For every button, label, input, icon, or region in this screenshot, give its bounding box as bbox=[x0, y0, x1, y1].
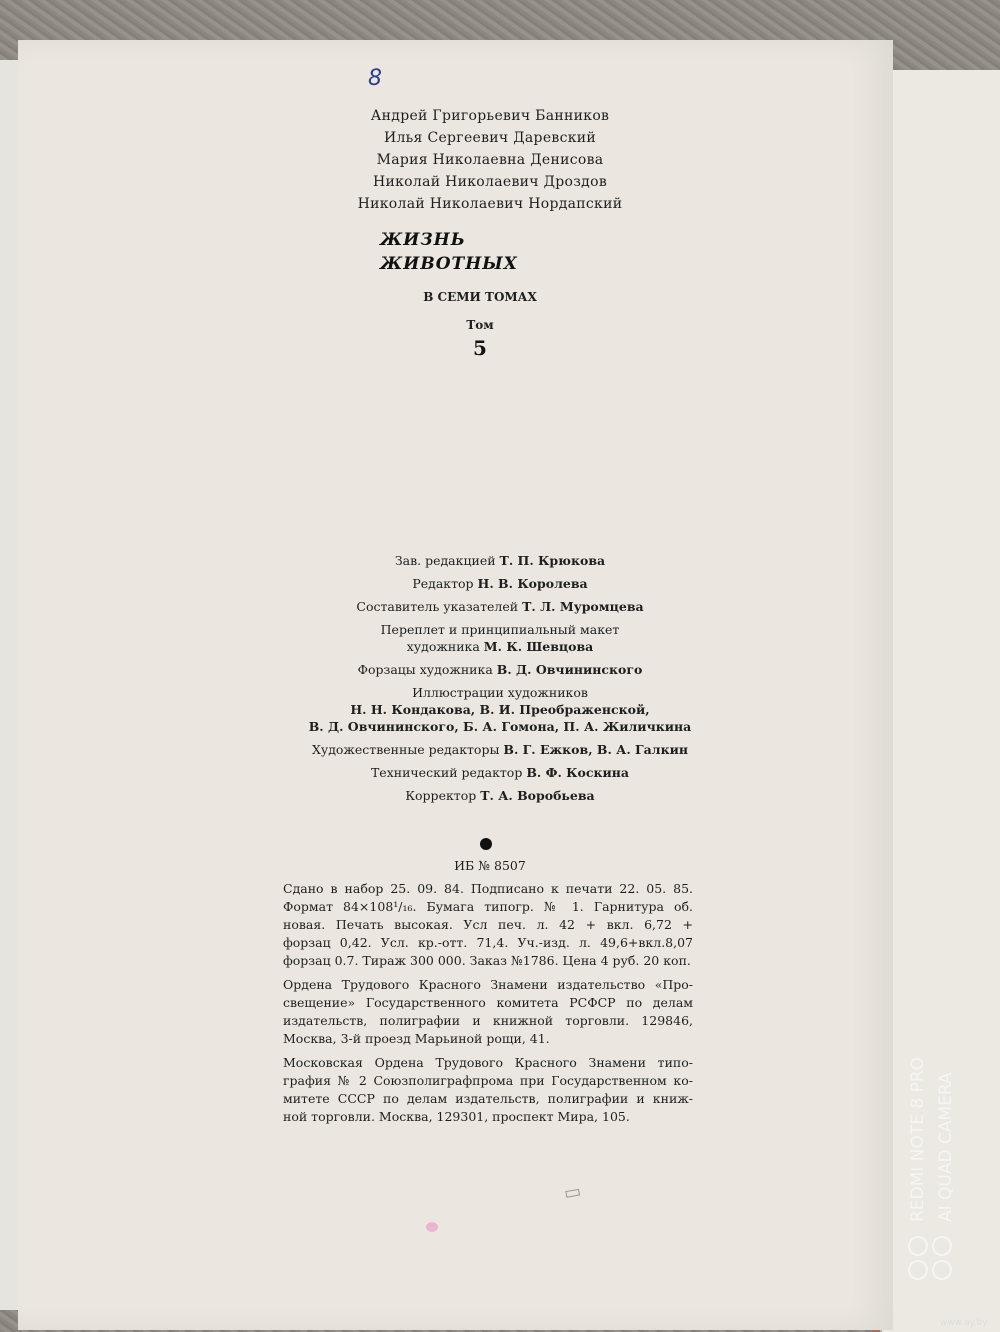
credit-entry: Технический редактор В. Ф. Коскина bbox=[370, 765, 630, 780]
imprint-print-details: Сдано в набор 25. 09. 84. Подписано к печати 22. 05. 85. Формат 84×108¹/₁₆. Бумага типогр. № 1. Гарнитура об. новая. Печать высокая. Усл печ. л. 42 + вкл. 6,72 + форзац 0,42. Усл. кр.-отт. 71,4. Уч.-изд. л. 49,6+вкл.8,07 форзац 0.7. Тираж 300 000. Заказ №1786. Цена 4 руб. 20 коп. bbox=[283, 881, 693, 968]
credit-entry: Составитель указателей Т. Л. Муромцева bbox=[356, 599, 644, 614]
camera-watermark-model: REDMI NOTE 8 PRO bbox=[908, 1056, 928, 1222]
camera-logo-icon bbox=[908, 1236, 956, 1284]
credit-entry: Форзацы художника В. Д. Овчининского bbox=[357, 662, 643, 677]
imprint-block bbox=[283, 880, 693, 1132]
author-name: Николай Николаевич Дроздов bbox=[372, 174, 608, 190]
title-line: ЖИЗНЬ bbox=[380, 230, 466, 250]
authors-list bbox=[300, 105, 680, 215]
pink-ink-spot bbox=[426, 1222, 438, 1232]
credit-entry: Художественные редакторы В. Г. Ежков, В. А. Галкин bbox=[311, 742, 689, 757]
author-name: Николай Николаевич Нордапский bbox=[357, 196, 623, 212]
faint-stamp-mark: ▭ bbox=[562, 1180, 583, 1205]
credit-entry: Зав. редакцией Т. П. Крюкова bbox=[394, 553, 606, 568]
ib-number: ИБ № 8507 bbox=[454, 858, 526, 873]
book-title bbox=[380, 228, 580, 276]
title-line: ЖИВОТНЫХ bbox=[380, 254, 518, 274]
imprint-publisher: Ордена Трудового Красного Знамени издательство «Про- свещение» Государственного комитета РСФСР по делам издательств, полиграфии и книжной торговли. 129846, Москва, 3-й проезд Марьиной рощи, 41. bbox=[283, 977, 693, 1046]
author-name: Мария Николаевна Денисова bbox=[376, 152, 604, 168]
site-watermark: www.ay.by bbox=[940, 1318, 988, 1328]
book-subtitle: В СЕМИ ТОМАХ bbox=[423, 290, 537, 304]
credit-entry: Редактор Н. В. Королева bbox=[412, 576, 588, 591]
handwritten-page-number: 8 bbox=[368, 66, 382, 91]
bullet-separator bbox=[480, 838, 492, 850]
camera-watermark-feature: AI QUAD CAMERA bbox=[936, 1072, 956, 1222]
credits-block bbox=[260, 552, 740, 810]
author-name: Андрей Григорьевич Банников bbox=[370, 108, 610, 124]
credit-entry: Корректор Т. А. Воробьева bbox=[405, 788, 595, 803]
imprint-printer: Московская Ордена Трудового Красного Знамени типо- графия № 2 Союзполиграфпрома при Государственном ко- митете СССР по делам издательств, полиграфии и книж- ной торговли. Москва, 129301, проспект Мира, 105. bbox=[283, 1055, 693, 1124]
author-name: Илья Сергеевич Даревский bbox=[383, 130, 597, 146]
volume-label: Том bbox=[466, 318, 494, 332]
credit-entry: Переплет и принципиальный макет художника М. К. Шевцова bbox=[380, 622, 620, 654]
volume-number: 5 bbox=[473, 336, 487, 360]
credit-entry: Иллюстрации художников Н. Н. Кондакова, В. И. Преображенской, В. Д. Овчининского, Б. А. Гомона, П. А. Жиличкина bbox=[308, 685, 692, 734]
